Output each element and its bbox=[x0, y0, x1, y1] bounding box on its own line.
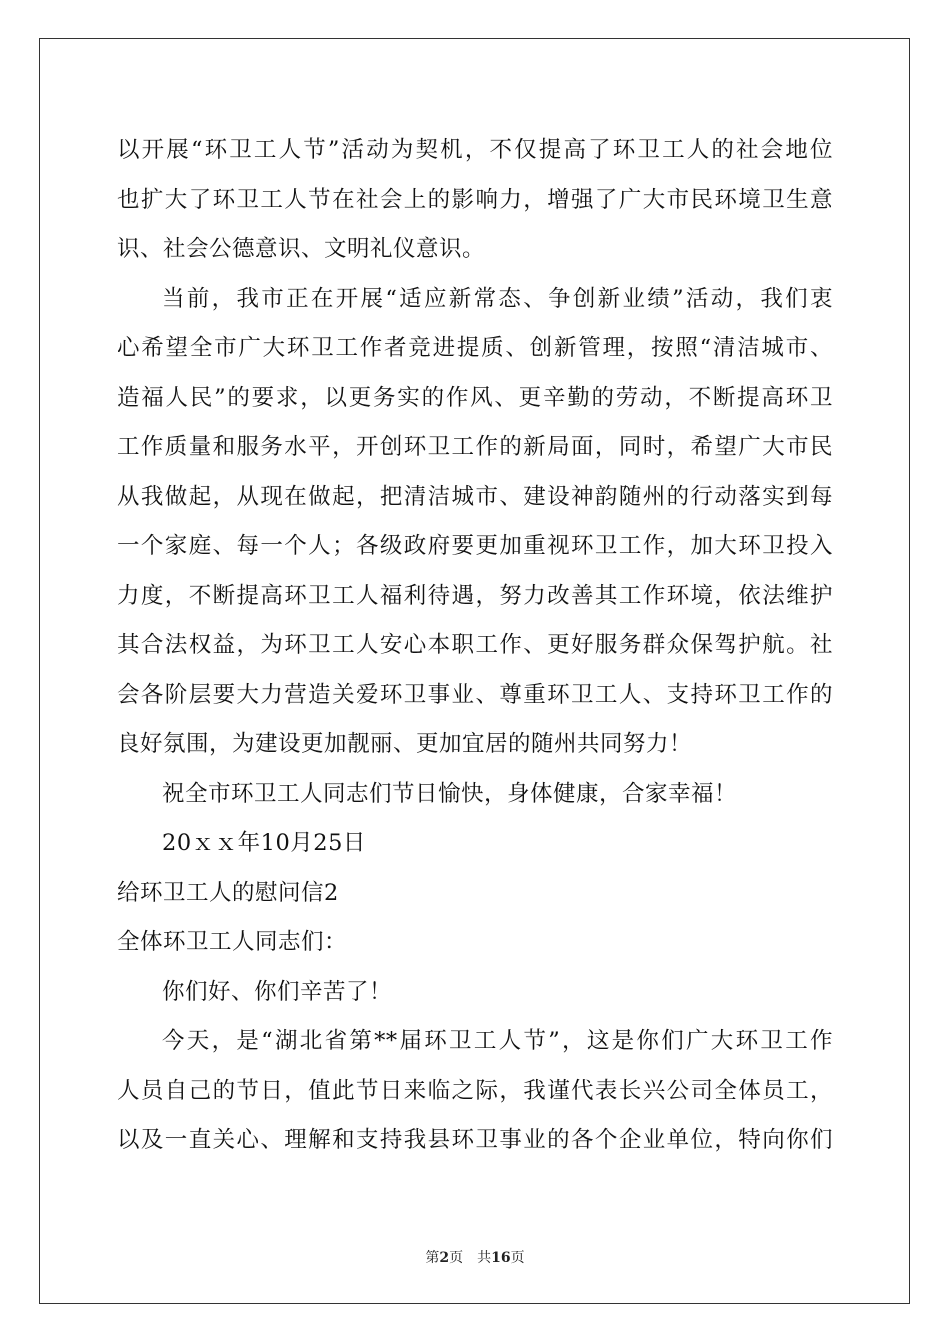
total-pages-number: 16 bbox=[491, 1250, 511, 1266]
text-line: 识、社会公德意识、文明礼仪意识。 bbox=[117, 236, 486, 262]
text-line: 今天，是“湖北省第**届环卫工人节”，这是你们广大环卫工作 bbox=[162, 1028, 833, 1054]
page-footer bbox=[0, 1247, 950, 1267]
document-body bbox=[117, 126, 833, 1166]
text-line: 也扩大了环卫工人节在社会上的影响力，增强了广大市民环境卫生意 bbox=[117, 186, 833, 213]
text-line: 从我做起，从现在做起，把清洁城市、建设神韵随州的行动落实到每 bbox=[117, 483, 833, 510]
text-line: 你们好、你们辛苦了！ bbox=[162, 978, 393, 1005]
salutation: 全体环卫工人同志们： bbox=[117, 929, 348, 955]
text-line: 心希望全市广大环卫工作者竞进提质、创新管理，按照“清洁城市、 bbox=[117, 335, 833, 361]
letter-title: 给环卫工人的慰问信2 bbox=[117, 879, 339, 906]
text-line: 造福人民”的要求，以更务实的作风、更辛勤的劳动，不断提高环卫 bbox=[117, 384, 833, 411]
footer-prefix: 第 bbox=[425, 1250, 440, 1266]
footer-suffix: 页 bbox=[510, 1250, 525, 1266]
text-line: 会各阶层要大力营造关爱环卫事业、尊重环卫工人、支持环卫工作的 bbox=[117, 681, 833, 708]
text-line: 一个家庭、每一个人；各级政府要更加重视环卫工作，加大环卫投入 bbox=[117, 533, 833, 559]
date-line: 20ｘｘ年10月25日 bbox=[162, 830, 366, 856]
text-line: 工作质量和服务水平，开创环卫工作的新局面，同时，希望广大市民 bbox=[117, 434, 833, 460]
footer-middle: 页 共 bbox=[449, 1250, 492, 1266]
text-line: 以开展“环卫工人节”活动为契机，不仅提高了环卫工人的社会地位 bbox=[117, 137, 833, 163]
greeting-line: 祝全市环卫工人同志们节日愉快，身体健康，合家幸福！ bbox=[162, 780, 738, 807]
text-line: 当前，我市正在开展“适应新常态、争创新业绩”活动，我们衷 bbox=[162, 285, 833, 312]
text-line: 力度，不断提高环卫工人福利待遇，努力改善其工作环境，依法维护 bbox=[117, 582, 833, 609]
text-line: 人员自己的节日，值此节日来临之际，我谨代表长兴公司全体员工， bbox=[117, 1077, 833, 1104]
text-line: 以及一直关心、理解和支持我县环卫事业的各个企业单位，特向你们 bbox=[117, 1127, 833, 1153]
text-line: 良好氛围，为建设更加靓丽、更加宜居的随州共同努力！ bbox=[117, 731, 693, 757]
current-page-number: 2 bbox=[439, 1250, 450, 1266]
text-line: 其合法权益，为环卫工人安心本职工作、更好服务群众保驾护航。社 bbox=[117, 632, 833, 658]
